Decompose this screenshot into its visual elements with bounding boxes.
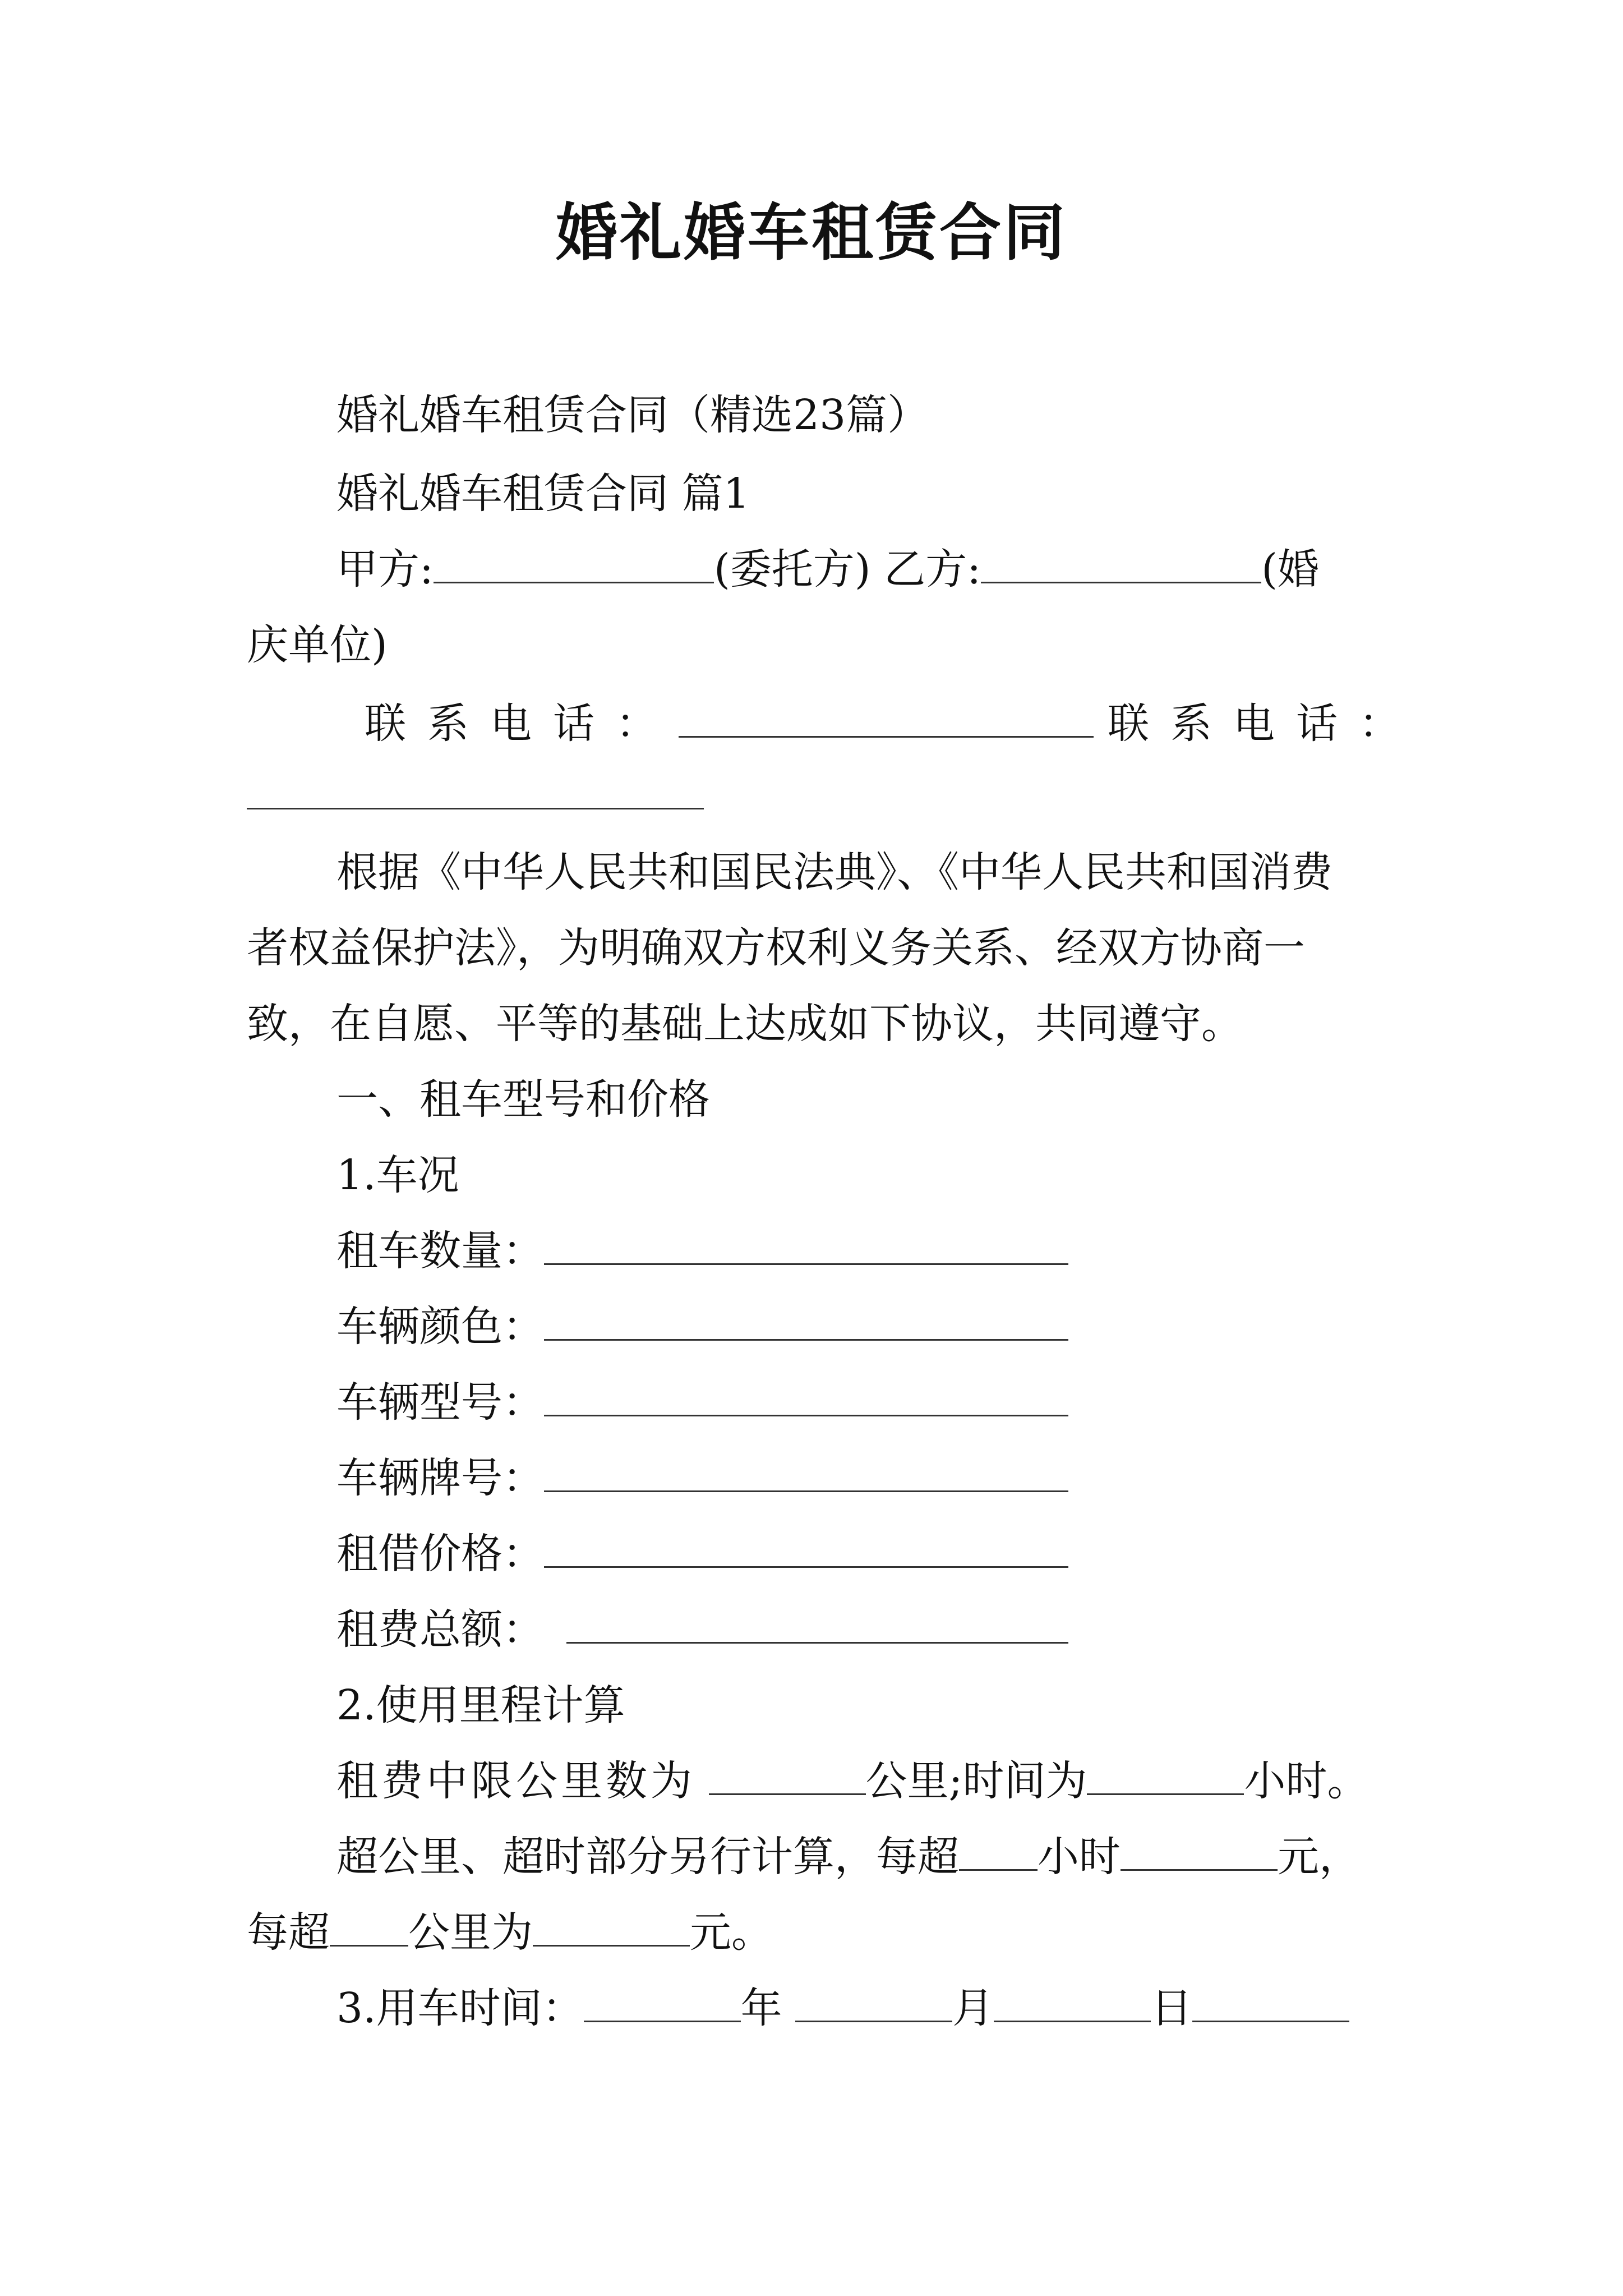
field-label: 租费总额： <box>336 1605 544 1654</box>
mileage-km-blank <box>709 1754 866 1795</box>
over2-b: 公里为 <box>408 1908 533 1957</box>
field-row <box>336 1223 1068 1279</box>
overage-line-2 <box>247 1904 773 1961</box>
field-row <box>336 1602 1068 1658</box>
mileage-b: 公里;时间为 <box>865 1757 1087 1805</box>
over2-c: 元。 <box>690 1908 773 1957</box>
field-label: 车辆颜色： <box>336 1303 544 1351</box>
item-1: 1.车况 <box>336 1151 459 1199</box>
mileage-c: 小时。 <box>1244 1757 1369 1805</box>
month-blank <box>795 1981 952 2022</box>
field-row <box>336 1374 1068 1430</box>
over-hours-price-blank <box>1121 1830 1278 1871</box>
mileage-a: 租费中限公里数为 <box>336 1757 695 1805</box>
field-blank <box>566 1603 1068 1644</box>
phone-blank-1 <box>679 697 1094 738</box>
over-c: 元， <box>1278 1833 1361 1881</box>
party-a-blank <box>434 542 714 583</box>
day-label: 日 <box>1151 1984 1193 2032</box>
party-b-role-end: 庆单位) <box>247 621 388 669</box>
over-km-price-blank <box>533 1906 690 1947</box>
party-a-role: (委托方) <box>713 545 871 593</box>
phone-label-1: 联系电话： <box>365 700 679 748</box>
field-blank <box>544 1375 1068 1416</box>
document-title: 婚礼婚车租赁合同 <box>556 196 1067 269</box>
trailing-blank <box>1192 1981 1349 2022</box>
over-hours-blank <box>959 1830 1038 1871</box>
party-a-label: 甲方: <box>336 545 434 593</box>
usage-time-line <box>336 1980 1349 2036</box>
field-blank <box>544 1300 1068 1341</box>
intro-line-1: 根据《中华人民共和国民法典》、《中华人民共和国消费 <box>336 848 1332 896</box>
field-row <box>336 1450 1068 1506</box>
clause-1-heading: 一、租车型号和价格 <box>336 1075 710 1124</box>
field-row <box>336 1526 1068 1582</box>
intro-line-2: 者权益保护法》，为明确双方权利义务关系、经双方协商一 <box>247 924 1305 972</box>
party-line <box>336 541 1319 597</box>
field-blank <box>544 1527 1068 1568</box>
phone-label-2: 联系电话： <box>1108 700 1422 748</box>
intro-line-3: 致，在自愿、平等的基础上达成如下协议，共同遵守。 <box>247 1000 1243 1048</box>
field-label: 车辆牌号： <box>336 1454 544 1502</box>
over2-a: 每超 <box>247 1908 330 1957</box>
field-label: 租车数量： <box>336 1227 544 1275</box>
party-b-role-start: (婚 <box>1261 545 1320 593</box>
field-label: 车辆型号： <box>336 1378 544 1427</box>
field-blank <box>544 1224 1068 1265</box>
item-2: 2.使用里程计算 <box>336 1681 625 1729</box>
field-label: 租借价格： <box>336 1530 544 1578</box>
phone-line <box>365 696 1094 752</box>
document-subtitle: 婚礼婚车租赁合同（精选23篇） <box>336 391 929 439</box>
over-b: 小时 <box>1038 1833 1121 1881</box>
field-blank <box>544 1451 1068 1492</box>
day-blank <box>994 1981 1151 2022</box>
section-heading: 婚礼婚车租赁合同 篇1 <box>336 470 750 518</box>
party-b-label: 乙方: <box>884 545 981 593</box>
mileage-line <box>336 1753 1368 1809</box>
year-blank <box>584 1981 741 2022</box>
party-b-blank <box>981 542 1261 583</box>
phone-blank-2 <box>247 808 704 809</box>
over-a: 超公里、超时部分另行计算，每超 <box>336 1833 959 1881</box>
year-label: 年 <box>740 1984 782 2032</box>
field-row <box>336 1299 1068 1355</box>
item-3: 3.用车时间： <box>336 1984 584 2032</box>
month-label: 月 <box>952 1984 994 2032</box>
mileage-hours-blank <box>1087 1754 1244 1795</box>
phone-label-2-wrap <box>1108 696 1422 752</box>
overage-line <box>336 1829 1361 1885</box>
over-km-blank <box>330 1906 408 1947</box>
